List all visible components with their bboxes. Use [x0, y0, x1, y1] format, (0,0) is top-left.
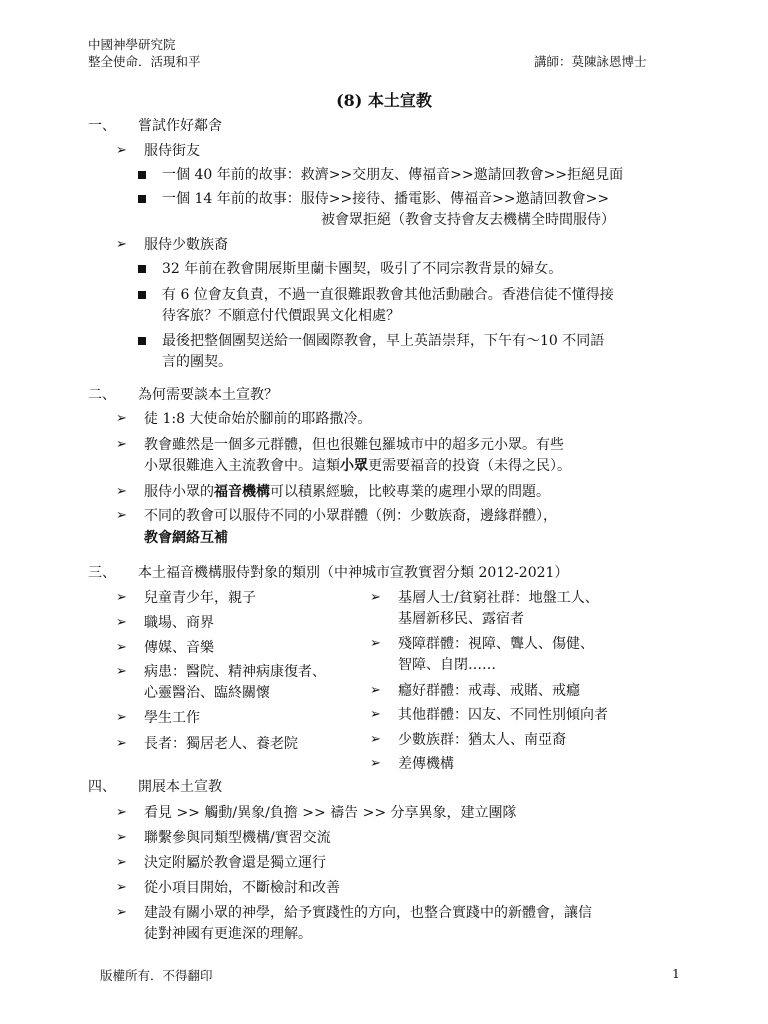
list-item: ➢ 建設有關小眾的神學，給予實踐性的方向，也整合實踐中的新體會，讓信 徒對神國有更進深的理解。	[116, 902, 696, 946]
section-title: 本土福音機構服侍對象的類別（中神城市宣教實習分類 2012-2021）	[138, 565, 569, 581]
section-2-heading	[88, 384, 708, 406]
list-item: ➢ 教會雖然是一個多元群體，但也很難包羅城市中的超多元小眾。有些 小眾很難進入主流教會中。這類小眾更需要福音的投資（未得之民）。	[116, 434, 696, 478]
section-number: 一、	[88, 118, 116, 134]
arrow-bullet-icon: ➢	[116, 143, 127, 158]
arrow-bullet-icon: ➢	[116, 805, 127, 820]
category-item	[116, 707, 366, 729]
list-item: ➢ 服侍街友	[116, 140, 676, 162]
arrow-bullet-icon: ➢	[116, 640, 127, 655]
arrow-bullet-icon: ➢	[116, 484, 127, 499]
category-item	[116, 637, 366, 659]
page-title: (8) 本土宣教	[336, 91, 432, 110]
lecturer: 講師：莫陳詠恩博士	[534, 54, 647, 69]
arrow-bullet-icon: ➢	[370, 756, 381, 771]
arrow-bullet-icon: ➢	[116, 664, 127, 679]
arrow-bullet-icon: ➢	[370, 636, 381, 651]
category-label: 其他群體：囚友、不同性別傾向者	[398, 707, 608, 723]
category-item	[370, 704, 690, 726]
copyright-notice: 版權所有．不得翻印	[100, 968, 213, 983]
list-item: 有 6 位會友負責，不過一直很難跟教會其他活動融合。香港信徒不懂得接 待客旅？不願意付代價跟異文化相處？	[138, 284, 698, 328]
page-number: 1	[672, 966, 680, 981]
category-label: 殘障群體：視障、聾人、傷健、	[398, 636, 594, 652]
emphasis: 福音機構	[214, 484, 270, 500]
category-item	[370, 753, 690, 775]
arrow-bullet-icon: ➢	[116, 880, 127, 895]
category-item	[116, 612, 366, 634]
arrow-bullet-icon: ➢	[370, 707, 381, 722]
list-item: ➢ 聯繫參與同類型機構/實習交流	[116, 827, 696, 849]
list-item: 32 年前在教會開展斯里蘭卡團契，吸引了不同宗教背景的婦女。	[138, 258, 698, 280]
category-label: 基層人士/貧窮社群：地盤工人、	[398, 590, 599, 606]
list-item: 一個 40 年前的故事：救濟>>交朋友、傳福音>>邀請回教會>>拒絕見面	[138, 164, 698, 186]
arrow-bullet-icon: ➢	[116, 237, 127, 252]
square-bullet-icon	[138, 337, 146, 345]
arrow-bullet-icon: ➢	[116, 710, 127, 725]
arrow-bullet-icon: ➢	[116, 736, 127, 751]
arrow-bullet-icon: ➢	[370, 590, 381, 605]
section-3-heading	[88, 562, 708, 584]
section-4-heading	[88, 776, 708, 798]
category-item	[370, 729, 690, 751]
section-number: 四、	[88, 779, 116, 795]
list-item: ➢ 看見 >> 觸動/異象/負擔 >> 禱告 >> 分享異象，建立團隊	[116, 802, 696, 824]
category-label: 病患：醫院、精神病康復者、	[144, 664, 326, 680]
category-label: 傳媒、音樂	[144, 640, 214, 656]
list-item: ➢ 服侍少數族裔	[116, 234, 676, 256]
list-item: 一個 14 年前的故事：服侍>>接待、播電影、傳福音>>邀請回教會>> 被會眾拒絕（教會支持會友去機構全時間服侍）	[138, 188, 698, 232]
category-label: 少數族群：猶太人、南亞裔	[398, 732, 566, 748]
category-label: 心靈醫治、臨終關懷	[144, 685, 270, 701]
category-item	[116, 661, 366, 705]
category-label: 智障、自閉……	[398, 657, 496, 673]
list-item: ➢ 不同的教會可以服侍不同的小眾群體（例：少數族裔，邊緣群體）， 教會網絡互補	[116, 505, 696, 549]
section-title: 開展本土宣教	[138, 779, 222, 795]
category-label: 職場、商界	[144, 615, 214, 631]
emphasis: 小眾	[340, 458, 368, 474]
category-item	[116, 587, 366, 609]
category-label: 差傳機構	[398, 756, 454, 772]
arrow-bullet-icon: ➢	[370, 732, 381, 747]
list-item: ➢ 從小項目開始，不斷檢討和改善	[116, 877, 696, 899]
category-label: 癮好群體：戒毒、戒賭、戒癮	[398, 683, 580, 699]
section-title: 為何需要談本土宣教？	[138, 387, 278, 403]
arrow-bullet-icon: ➢	[116, 508, 127, 523]
emphasis: 教會網絡互補	[144, 530, 228, 546]
arrow-bullet-icon: ➢	[116, 615, 127, 630]
square-bullet-icon	[138, 171, 146, 179]
section-number: 二、	[88, 387, 116, 403]
list-item: ➢ 徒 1:8 大使命始於腳前的耶路撒冷。	[116, 408, 696, 430]
arrow-bullet-icon: ➢	[116, 411, 127, 426]
arrow-bullet-icon: ➢	[116, 590, 127, 605]
arrow-bullet-icon: ➢	[116, 437, 127, 452]
category-item	[370, 587, 690, 631]
square-bullet-icon	[138, 195, 146, 203]
arrow-bullet-icon: ➢	[116, 830, 127, 845]
category-item	[370, 633, 690, 677]
category-item	[116, 733, 366, 755]
square-bullet-icon	[138, 265, 146, 273]
category-item	[370, 680, 690, 702]
org-name: 中國神學研究院	[88, 37, 176, 52]
category-label: 長者：獨居老人、養老院	[144, 736, 298, 752]
motto: 整全使命．活現和平	[88, 54, 201, 69]
square-bullet-icon	[138, 291, 146, 299]
section-1-heading	[88, 115, 708, 137]
category-label: 基層新移民、露宿者	[398, 611, 524, 627]
arrow-bullet-icon: ➢	[370, 683, 381, 698]
category-label: 兒童青少年，親子	[144, 590, 256, 606]
list-item: ➢ 決定附屬於教會還是獨立運行	[116, 852, 696, 874]
section-title: 嘗試作好鄰舍	[138, 118, 222, 134]
list-item: 最後把整個團契送給一個國際教會，早上英語崇拜，下午有～10 不同語 言的團契。	[138, 330, 698, 374]
category-label: 學生工作	[144, 710, 200, 726]
arrow-bullet-icon: ➢	[116, 905, 127, 920]
arrow-bullet-icon: ➢	[116, 855, 127, 870]
section-number: 三、	[88, 565, 116, 581]
list-item: ➢ 服侍小眾的福音機構可以積累經驗，比較專業的處理小眾的問題。	[116, 481, 696, 503]
